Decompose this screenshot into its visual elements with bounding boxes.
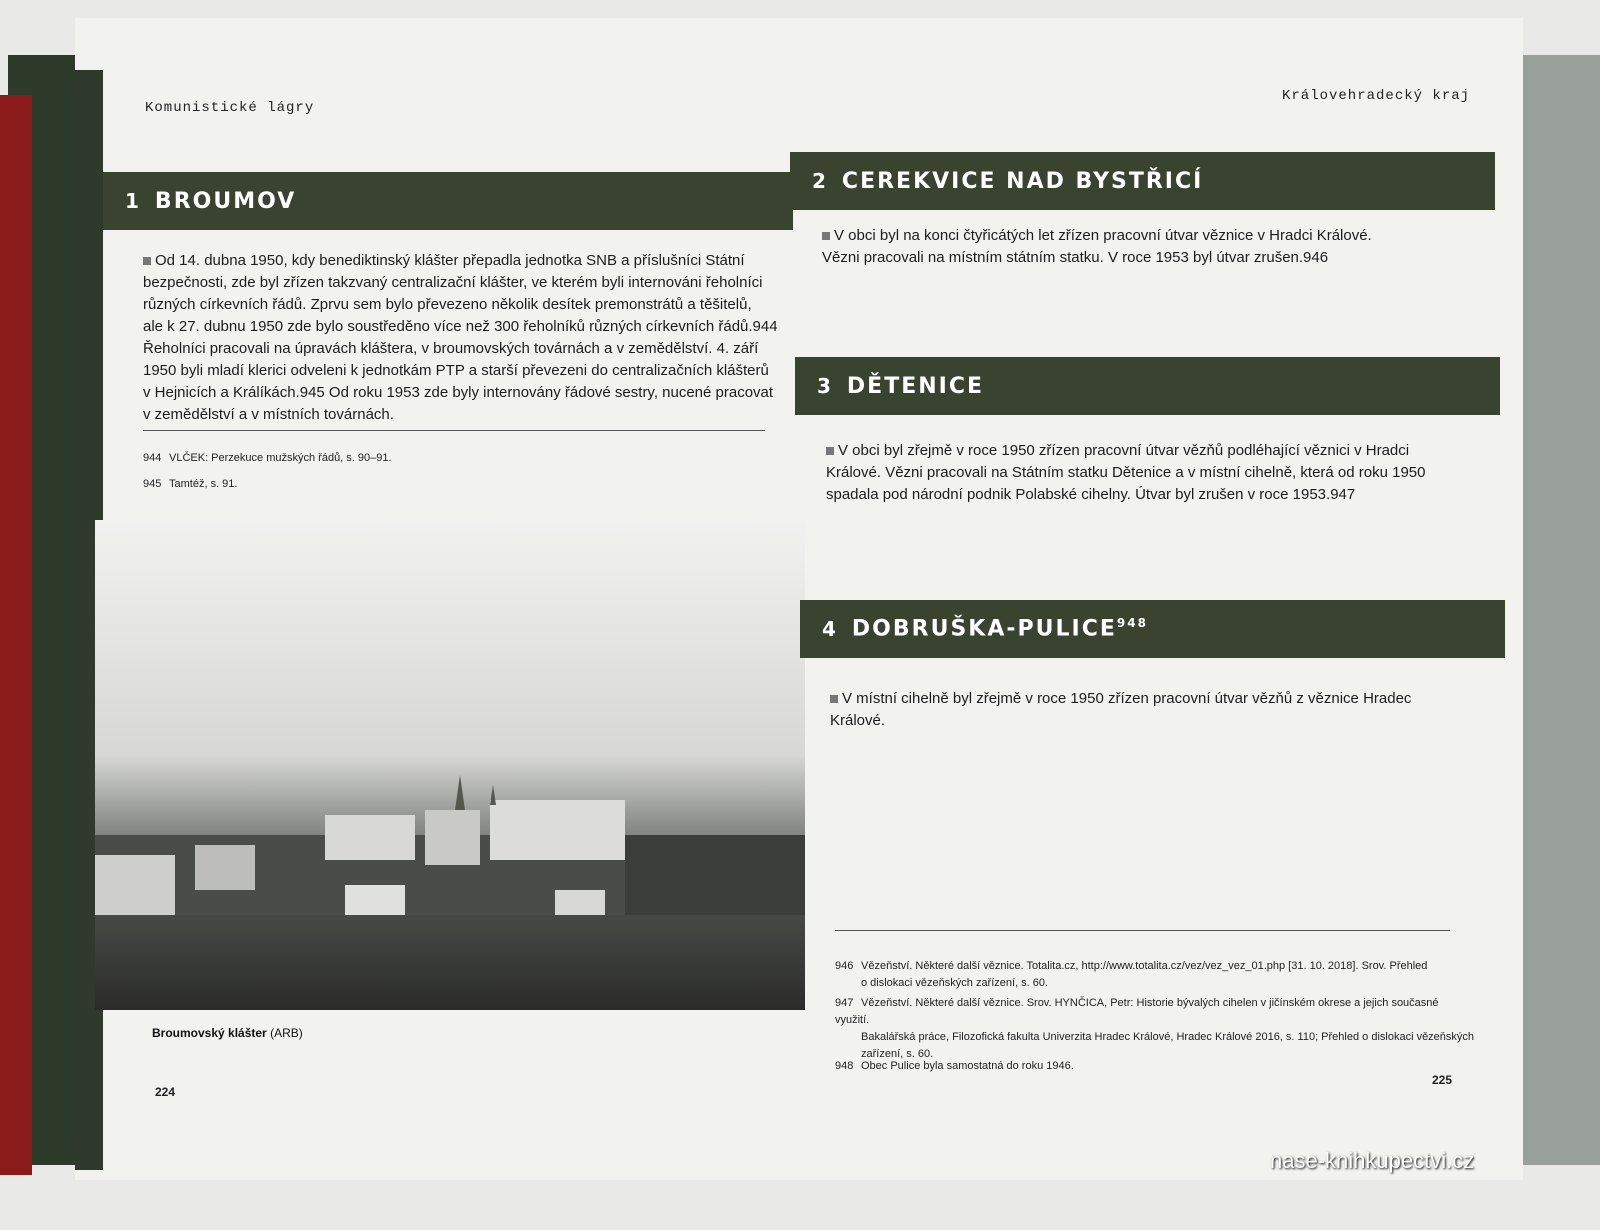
right-cover-board [1520,55,1600,1165]
bullet-marker [826,447,834,455]
footnote-945: 945 Tamtéž, s. 91. [143,478,238,490]
section-number: 3 [817,374,833,398]
broumov-monastery-photo [95,520,807,1010]
footnote-rule [835,930,1450,931]
footnote-944: 944 VLČEK: Perzekuce mužských řádů, s. 90–91. [143,452,392,464]
footnote-947: 947 Vězeňství. Některé další věznice. Srov. HYNČICA, Petr: Historie bývalých cihelen v jičínském okrese a jejich současné využití. Bakalářská práce, Filozofická fakulta Univerzita Hradec Králové, Hradec Králové 2016, s. 110; Přehled o dislokaci vězeňských zařízení, s. 60. [835,997,1475,1060]
text-line: V místní cihelně byl zřejmě v roce 1950 zřízen pracovní útvar vězňů z věznice Hradec [830,688,1490,710]
text-line: Králové. [830,712,886,729]
section-number: 1 [125,189,141,213]
section-title: BROUMOV [154,188,297,214]
section-heading-cerekvice [790,152,1495,210]
broumov-paragraph [143,250,783,426]
bullet-marker [830,695,838,703]
section-heading-detenice [795,357,1500,415]
section-title: DOBRUŠKA-PULICE$^{948}$ [851,616,1148,642]
footnote-948: 948 Obec Pulice byla samostatná do roku 1946. [835,1060,1074,1072]
section-heading-dobruska [800,600,1505,658]
bullet-marker [143,257,151,265]
text-line: bezpečnosti, zde byl zřízen takzvaný centralizační klášter, ve kterém byli internováni řeholníci [143,274,763,291]
text-line: spadala pod národní podnik Polabské cihelny. Útvar byl zrušen v roce 1953.947 [826,486,1356,503]
cerekvice-paragraph [822,225,1482,269]
dobruska-paragraph [830,688,1490,732]
watermark: nase-knihkupectvi.cz [1270,1148,1475,1173]
section-number: 2 [812,169,828,193]
page-number-right: 225 [1432,1073,1453,1087]
text-line: různých církevních řádů. Zprvu sem bylo převezeno několik desítek premonstrátů a těšitelů, [143,296,752,313]
text-line: V obci byl zřejmě v roce 1950 zřízen pracovní útvar vězňů podléhající věznici v Hradci [826,440,1486,462]
footnote-rule [143,430,765,431]
text-line: v zemědělství a v místních továrnách. [143,406,394,423]
text-line: Řeholníci pracovali na úpravách kláštera, v broumovských továrnách a v zemědělství. 4. září [143,340,759,357]
section-title: CEREKVICE NAD BYSTŘICÍ [841,168,1204,194]
footnote-946: 946 Vězeňství. Některé další věznice. Totalita.cz, http://www.totalita.cz/vez/vez_vez_01.php [31. 10. 2018]. Srov. Přehled o dislokaci vězeňských zařízení, s. 60. [835,960,1428,989]
detenice-paragraph [826,440,1486,506]
field-foreground [95,915,807,1010]
page-number-left: 224 [155,1085,176,1099]
town-skyline [95,775,807,930]
section-title: DĚTENICE [846,373,985,399]
text-line: 1950 byli mladí klerici odveleni k jednotkám PTP a starší převezeni do centralizačních klášterů [143,362,769,379]
text-line: ale k 27. dubnu 1950 zde bylo soustředěno více než 300 řeholníků různých církevních řádů.944 [143,318,778,335]
text-line: Králové. Vězni pracovali na Státním statku Dětenice a v místní cihelně, která od roku 1950 [826,464,1426,481]
text-line: Od 14. dubna 1950, kdy benediktinský klášter přepadla jednotka SNB a příslušníci Státní [143,250,783,272]
section-heading-broumov [103,172,793,230]
left-running-head: Komunistické lágry [145,100,315,116]
cover-spine-red [0,95,32,1175]
text-line: V obci byl na konci čtyřicátých let zřízen pracovní útvar věznice v Hradci Králové. [822,225,1482,247]
photo-caption: Broumovský klášter (ARB) [152,1026,303,1040]
footnote-ref: 948 [1116,616,1148,631]
section-number: 4 [822,617,838,641]
bullet-marker [822,232,830,240]
right-running-head: Královehradecký kraj [1282,88,1471,104]
text-line: Vězni pracovali na místním státním statku. V roce 1953 byl útvar zrušen.946 [822,249,1329,266]
text-line: v Hejnicích a Králíkách.945 Od roku 1953 zde byly internovány řádové sestry, nucené pracovat [143,384,774,401]
